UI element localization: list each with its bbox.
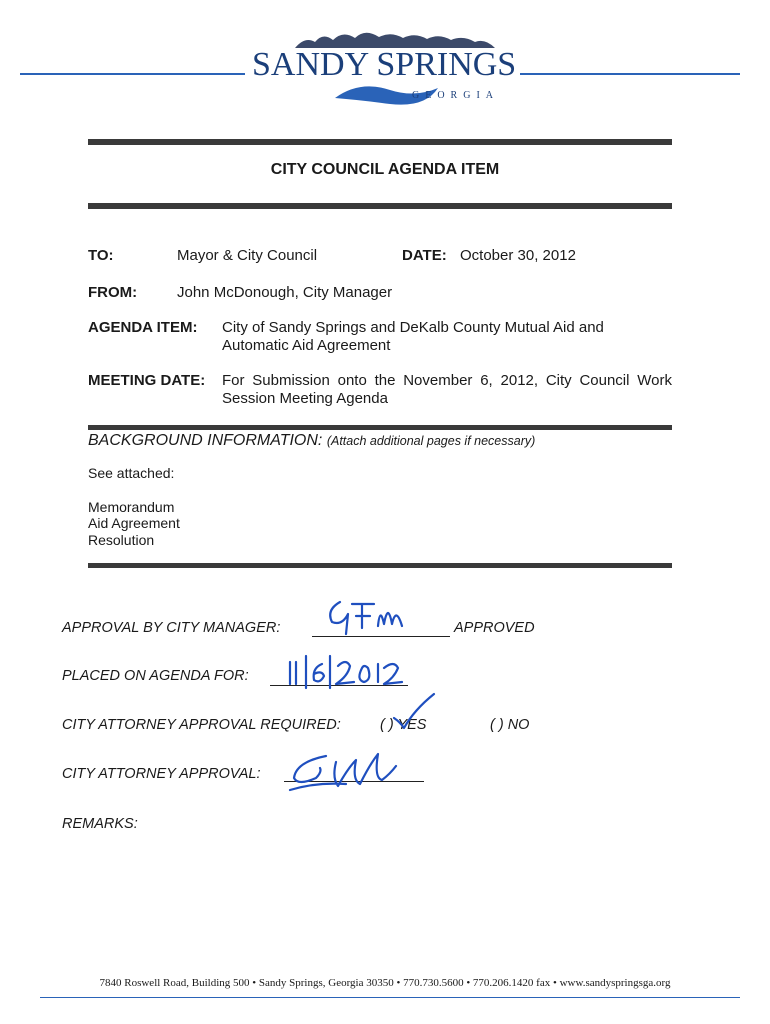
to-value: Mayor & City Council (177, 247, 318, 264)
attorney-required-label: CITY ATTORNEY APPROVAL REQUIRED: (62, 717, 341, 733)
logo-rule-right (520, 73, 740, 75)
approved-label: APPROVED (454, 620, 535, 636)
placed-on-agenda-handwritten-date (284, 650, 424, 690)
attorney-approval-label: CITY ATTORNEY APPROVAL: (62, 766, 261, 782)
page-title: CITY COUNCIL AGENDA ITEM (270, 161, 500, 178)
background-bar (88, 425, 672, 430)
remarks-label: REMARKS: (62, 816, 138, 832)
meeting-date-line1: For Submission onto the November 6, 2012, City Council Work (222, 372, 672, 389)
background-bar-bottom (88, 563, 672, 568)
attorney-required-no: ( ) NO (490, 717, 530, 733)
from-value: John McDonough, City Manager (177, 284, 393, 301)
city-manager-approval-label: APPROVAL BY CITY MANAGER: (62, 620, 281, 636)
logo-rule-left (20, 73, 245, 75)
logo-name-part1: SANDY (252, 46, 368, 83)
logo-state: GEORGIA (412, 90, 499, 101)
agenda-item-line1: City of Sandy Springs and DeKalb County Mutual Aid and (222, 319, 604, 336)
checkmark-icon (390, 692, 440, 732)
attachment-item: Resolution (88, 532, 155, 548)
agenda-item-line2: Automatic Aid Agreement (222, 337, 391, 354)
meeting-date-label: MEETING DATE: (88, 372, 206, 389)
attachment-item: Memorandum (88, 499, 175, 515)
footer-address: 7840 Roswell Road, Building 500 • Sandy Springs, Georgia 30350 • 770.730.5600 • 770.206.1420 fax • www.sandyspringsga.org (99, 977, 671, 989)
footer-rule (40, 997, 740, 998)
placed-on-agenda-label: PLACED ON AGENDA FOR: (62, 668, 249, 684)
title-bar-bottom (88, 203, 672, 209)
to-label: TO: (88, 247, 114, 264)
meeting-date-line2: Session Meeting Agenda (222, 390, 388, 407)
attachment-item: Aid Agreement (88, 515, 180, 531)
see-attached: See attached: (88, 465, 175, 481)
from-label: FROM: (88, 284, 138, 301)
title-bar-top (88, 139, 672, 145)
logo-wordmark (252, 46, 516, 84)
background-heading (88, 432, 535, 450)
attorney-signature (286, 748, 426, 798)
logo-name-part2: SPRINGS (376, 46, 517, 83)
city-manager-signature-line (312, 636, 450, 637)
city-manager-initials-signature (322, 596, 432, 636)
background-heading-text: BACKGROUND INFORMATION: (88, 432, 323, 449)
background-heading-note: (Attach additional pages if necessary) (326, 434, 536, 448)
agenda-item-label: AGENDA ITEM: (88, 319, 198, 336)
date-label: DATE: (402, 247, 447, 264)
date-value: October 30, 2012 (460, 247, 576, 264)
attorney-required-yes: ( ) YES (380, 717, 427, 733)
